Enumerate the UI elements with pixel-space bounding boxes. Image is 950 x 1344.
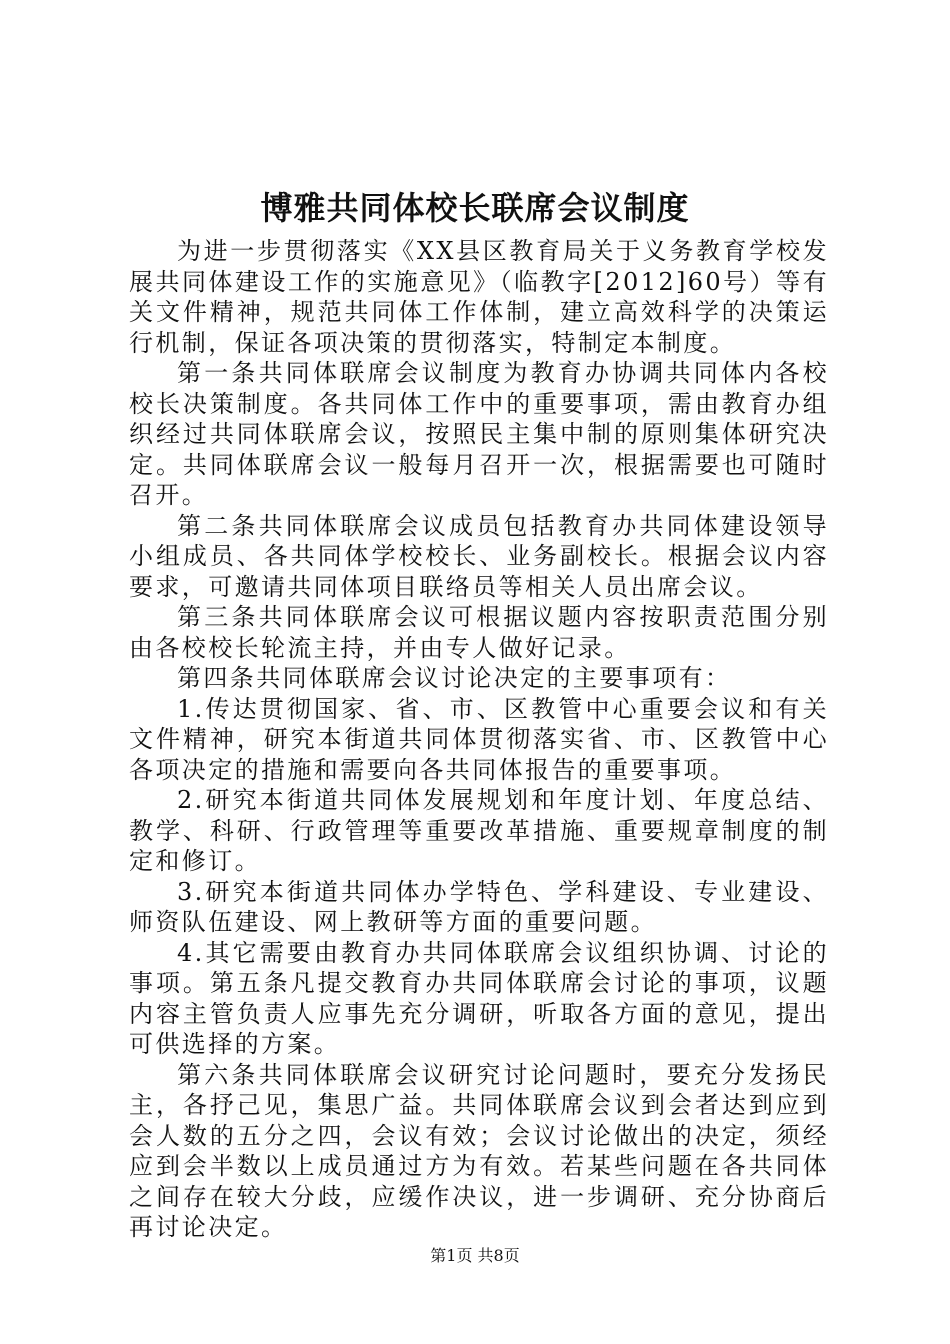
paragraph-item-1: 1.传达贯彻国家、省、市、区教管中心重要会议和有关文件精神，研究本街道共同体贯彻落实省、市、区教管中心各项决定的措施和需要向各共同体报告的重要事项。 xyxy=(129,694,829,784)
paragraph-article-1: 第一条共同体联席会议制度为教育办协调共同体内各校校长决策制度。各共同体工作中的重要事项，需由教育办组织经过共同体联席会议，按照民主集中制的原则集体研究决定。共同体联席会议一般每月召开一次，根据需要也可随时召开。 xyxy=(129,359,829,509)
document-title: 博雅共同体校长联席会议制度 xyxy=(260,189,690,227)
paragraph-item-4: 4.其它需要由教育办共同体联席会议组织协调、讨论的事项。第五条凡提交教育办共同体联席会讨论的事项，议题内容主管负责人应事先充分调研，听取各方面的意见，提出可供选择的方案。 xyxy=(129,938,829,1058)
paragraph-article-3: 第三条共同体联席会议可根据议题内容按职责范围分别由各校校长轮流主持，并由专人做好记录。 xyxy=(129,603,829,662)
paragraph-article-2: 第二条共同体联席会议成员包括教育办共同体建设领导小组成员、各共同体学校校长、业务副校长。根据会议内容要求，可邀请共同体项目联络员等相关人员出席会议。 xyxy=(129,511,829,601)
paragraph-article-6: 第六条共同体联席会议研究讨论问题时，要充分发扬民主，各抒己见，集思广益。共同体联席会议到会者达到应到会人数的五分之四，会议有效；会议讨论做出的决定，须经应到会半数以上成员通过方为有效。若某些问题在各共同体之间存在较大分歧，应缓作决议，进一步调研、充分协商后再讨论决定。 xyxy=(129,1060,829,1241)
paragraph-item-3: 3.研究本街道共同体办学特色、学科建设、专业建设、师资队伍建设、网上教研等方面的重要问题。 xyxy=(129,877,829,936)
paragraph-item-2: 2.研究本街道共同体发展规划和年度计划、年度总结、教学、科研、行政管理等重要改革措施、重要规章制度的制定和修订。 xyxy=(129,786,829,875)
paragraph-intro: 为进一步贯彻落实《XX县区教育局关于义务教育学校发展共同体建设工作的实施意见》（临教字[2012]60号）等有关文件精神，规范共同体工作体制，建立高效科学的决策运行机制，保证各项决策的贯彻落实，特制定本制度。 xyxy=(129,237,829,357)
page-number-footer: 第1页 共8页 xyxy=(430,1246,520,1265)
document-body xyxy=(129,236,829,1243)
paragraph-article-4: 第四条共同体联席会议讨论决定的主要事项有： xyxy=(177,664,732,692)
